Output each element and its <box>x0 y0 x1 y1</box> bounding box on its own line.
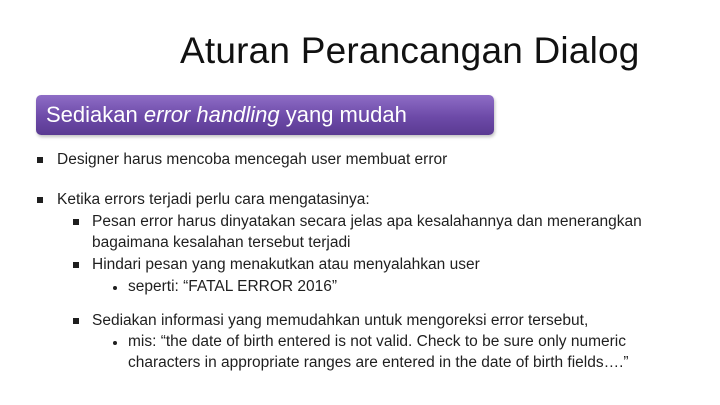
bullet-square-icon <box>37 197 43 203</box>
section-banner <box>36 95 494 135</box>
detail-text: seperti: “FATAL ERROR 2016” <box>128 278 338 295</box>
sub-bullet-text: Sediakan informasi yang memudahkan untuk mengoreksi error tersebut, <box>92 312 589 329</box>
sub-bullet-square-icon <box>73 318 79 324</box>
banner-text-pre: Sediakan <box>46 102 144 127</box>
sub-bullet-text: Pesan error harus dinyatakan secara jelas apa kesalahannya dan menerangkan <box>92 213 642 230</box>
banner-text-italic: error handling <box>143 102 280 127</box>
detail-dot-icon <box>113 341 117 345</box>
banner-heading <box>46 102 407 128</box>
sub-bullet-text: Hindari pesan yang menakutkan atau menyalahkan user <box>92 256 480 273</box>
slide-title: Aturan Perancangan Dialog <box>180 30 640 71</box>
banner-text-post: yang mudah <box>279 102 407 127</box>
bullet-square-icon <box>37 157 43 163</box>
bullet-text: Ketika errors terjadi perlu cara mengatasinya: <box>57 191 370 208</box>
detail-text-continued: characters in appropriate ranges are entered in the date of birth fields….” <box>128 354 629 371</box>
bullet-text: Designer harus mencoba mencegah user membuat error <box>57 151 448 168</box>
detail-dot-icon <box>113 286 117 290</box>
sub-bullet-square-icon <box>73 262 79 268</box>
sub-bullet-text-continued: bagaimana kesalahan tersebut terjadi <box>92 234 351 251</box>
sub-bullet-square-icon <box>73 219 79 225</box>
detail-text: mis: “the date of birth entered is not valid. Check to be sure only numeric <box>128 333 626 350</box>
